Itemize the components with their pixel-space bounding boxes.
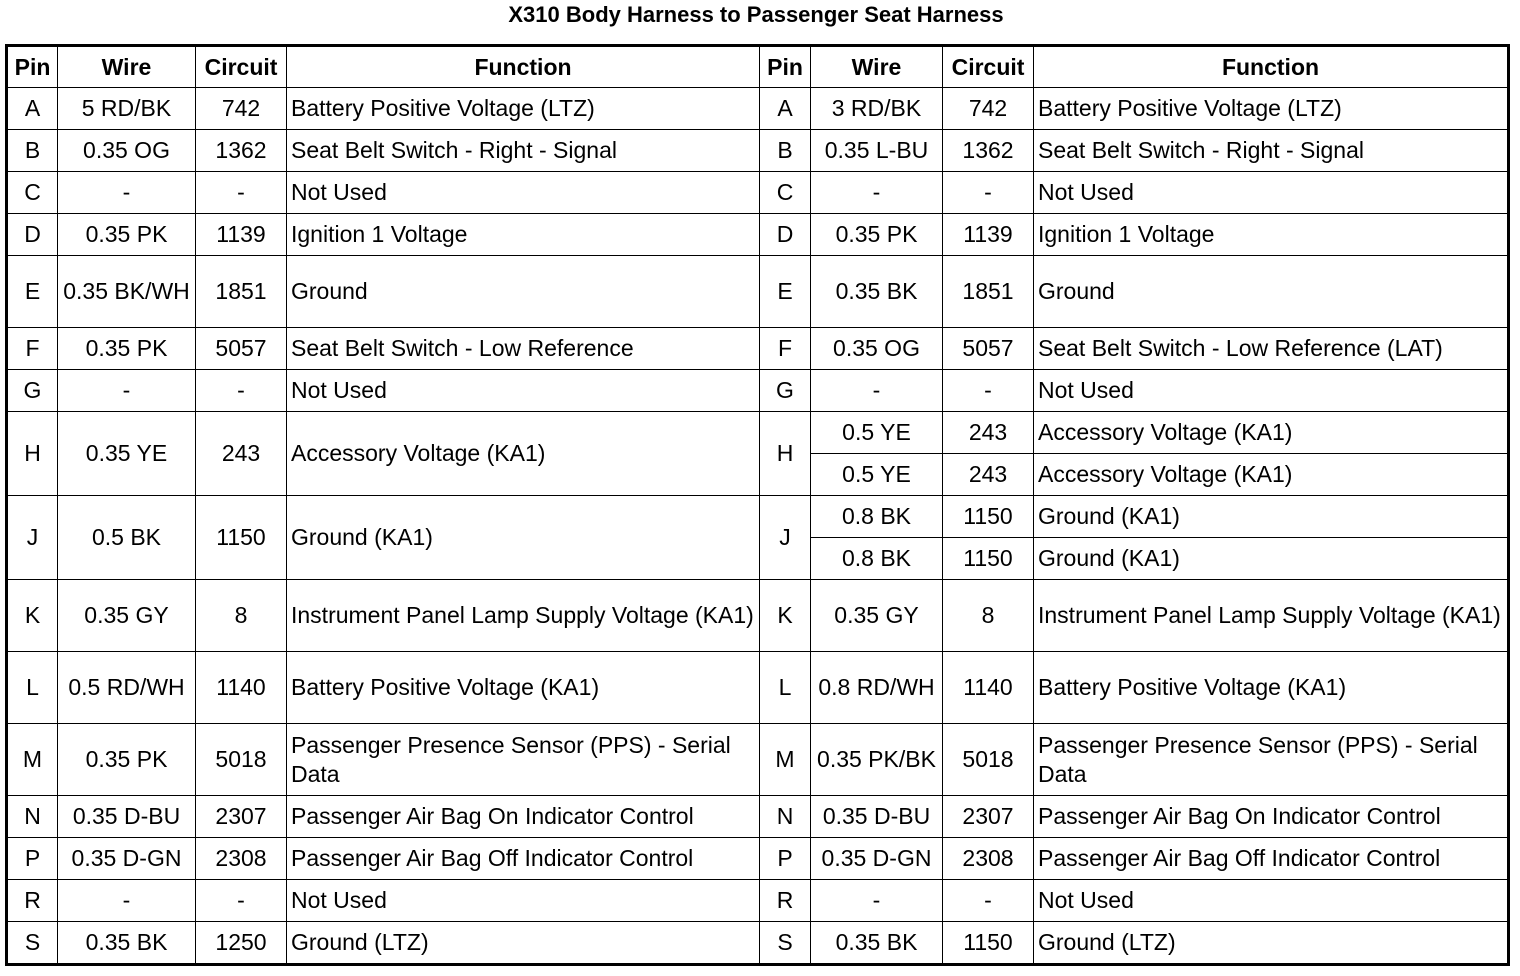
wire-cell: 0.5 YE [811,454,943,496]
function-cell: Passenger Air Bag Off Indicator Control [1034,838,1509,880]
wire-cell: 5 RD/BK [58,88,196,130]
circuit-cell: 5018 [943,724,1034,796]
function-cell: Ground (KA1) [1034,496,1509,538]
pin-cell: S [7,922,58,965]
function-cell: Passenger Air Bag Off Indicator Control [287,838,760,880]
circuit-cell: 1362 [196,130,287,172]
function-cell: Battery Positive Voltage (LTZ) [1034,88,1509,130]
circuit-cell: 1150 [943,538,1034,580]
table-row [7,652,1509,724]
header-wire: Wire [58,46,196,88]
wire-cell: 0.35 BK [811,256,943,328]
table-row [7,796,1509,838]
circuit-cell: 1250 [196,922,287,965]
circuit-cell: 1150 [196,496,287,580]
wire-cell: 0.35 BK [811,922,943,965]
wire-cell: 0.8 RD/WH [811,652,943,724]
pin-cell: N [7,796,58,838]
function-cell: Seat Belt Switch - Low Reference [287,328,760,370]
wire-cell: - [811,880,943,922]
pin-cell: E [760,256,811,328]
wire-cell: - [811,172,943,214]
header-wire: Wire [811,46,943,88]
table-row [7,214,1509,256]
wire-cell: 0.5 YE [811,412,943,454]
function-cell: Passenger Presence Sensor (PPS) - Serial Data [1034,724,1509,796]
wire-cell: 0.8 BK [811,538,943,580]
circuit-cell: 5018 [196,724,287,796]
function-cell: Ground [1034,256,1509,328]
pin-cell: S [760,922,811,965]
circuit-cell: 8 [943,580,1034,652]
pin-cell: K [760,580,811,652]
circuit-cell: - [196,370,287,412]
circuit-cell: 1150 [943,496,1034,538]
pin-cell: K [7,580,58,652]
circuit-cell: 742 [943,88,1034,130]
pin-cell: R [760,880,811,922]
function-cell: Not Used [1034,172,1509,214]
circuit-cell: 243 [943,454,1034,496]
circuit-cell: 2308 [943,838,1034,880]
pin-cell: H [7,412,58,496]
pin-cell: M [760,724,811,796]
wire-cell: - [58,880,196,922]
pin-cell: A [7,88,58,130]
header-circuit: Circuit [943,46,1034,88]
function-cell: Ground (KA1) [287,496,760,580]
function-cell: Seat Belt Switch - Right - Signal [287,130,760,172]
pin-cell: H [760,412,811,496]
wire-cell: 0.35 GY [811,580,943,652]
function-cell: Passenger Air Bag On Indicator Control [287,796,760,838]
function-cell: Accessory Voltage (KA1) [1034,454,1509,496]
pin-cell: L [7,652,58,724]
table-row [7,328,1509,370]
function-cell: Instrument Panel Lamp Supply Voltage (KA1) [1034,580,1509,652]
function-cell: Passenger Air Bag On Indicator Control [1034,796,1509,838]
wire-cell: 0.35 OG [58,130,196,172]
function-cell: Not Used [1034,370,1509,412]
header-function: Function [287,46,760,88]
wire-cell: 0.35 PK [58,724,196,796]
circuit-cell: 1140 [196,652,287,724]
pin-cell: B [760,130,811,172]
wire-cell: 0.35 PK [58,214,196,256]
pin-cell: C [7,172,58,214]
wire-cell: 0.35 BK [58,922,196,965]
circuit-cell: 1140 [943,652,1034,724]
table-row [7,496,1509,538]
pin-cell: D [7,214,58,256]
function-cell: Ground [287,256,760,328]
function-cell: Accessory Voltage (KA1) [287,412,760,496]
circuit-cell: 1139 [943,214,1034,256]
function-cell: Not Used [1034,880,1509,922]
circuit-cell: 2307 [943,796,1034,838]
pin-cell: P [7,838,58,880]
function-cell: Ground (KA1) [1034,538,1509,580]
wire-cell: 0.35 YE [58,412,196,496]
table-row [7,172,1509,214]
wire-cell: 0.5 RD/WH [58,652,196,724]
pin-cell: R [7,880,58,922]
function-cell: Not Used [287,880,760,922]
function-cell: Battery Positive Voltage (KA1) [1034,652,1509,724]
wire-cell: 0.35 D-BU [811,796,943,838]
header-circuit: Circuit [196,46,287,88]
circuit-cell: - [943,370,1034,412]
wire-cell: - [58,172,196,214]
function-cell: Instrument Panel Lamp Supply Voltage (KA1) [287,580,760,652]
function-cell: Accessory Voltage (KA1) [1034,412,1509,454]
pin-cell: L [760,652,811,724]
circuit-cell: - [943,172,1034,214]
wire-cell: 0.5 BK [58,496,196,580]
pin-cell: G [760,370,811,412]
circuit-cell: 5057 [943,328,1034,370]
function-cell: Not Used [287,370,760,412]
pinout-table [5,44,1510,966]
function-cell: Ground (LTZ) [287,922,760,965]
circuit-cell: 1851 [196,256,287,328]
function-cell: Not Used [287,172,760,214]
table-row [7,256,1509,328]
pin-cell: B [7,130,58,172]
pin-cell: P [760,838,811,880]
wire-cell: 0.35 PK [58,328,196,370]
table-row [7,724,1509,796]
header-pin: Pin [760,46,811,88]
function-cell: Ground (LTZ) [1034,922,1509,965]
wire-cell: 0.35 PK/BK [811,724,943,796]
wire-cell: 0.35 BK/WH [58,256,196,328]
circuit-cell: 1362 [943,130,1034,172]
circuit-cell: 243 [943,412,1034,454]
wire-cell: 0.35 OG [811,328,943,370]
wire-cell: 0.35 GY [58,580,196,652]
table-row [7,922,1509,965]
wire-cell: 0.35 D-GN [811,838,943,880]
pin-cell: D [760,214,811,256]
table-row [7,838,1509,880]
function-cell: Ignition 1 Voltage [287,214,760,256]
circuit-cell: 5057 [196,328,287,370]
table-row [7,580,1509,652]
pin-cell: J [760,496,811,580]
pin-cell: M [7,724,58,796]
pin-cell: A [760,88,811,130]
wire-cell: 3 RD/BK [811,88,943,130]
wire-cell: 0.35 D-BU [58,796,196,838]
function-cell: Battery Positive Voltage (KA1) [287,652,760,724]
circuit-cell: 742 [196,88,287,130]
pin-cell: C [760,172,811,214]
circuit-cell: 1851 [943,256,1034,328]
wire-cell: 0.8 BK [811,496,943,538]
circuit-cell: 2307 [196,796,287,838]
pin-cell: F [7,328,58,370]
table-row [7,412,1509,454]
header-pin: Pin [7,46,58,88]
pin-cell: F [760,328,811,370]
circuit-cell: - [196,880,287,922]
function-cell: Battery Positive Voltage (LTZ) [287,88,760,130]
wire-cell: - [811,370,943,412]
circuit-cell: 2308 [196,838,287,880]
header-function: Function [1034,46,1509,88]
pin-cell: N [760,796,811,838]
pin-cell: G [7,370,58,412]
wire-cell: 0.35 L-BU [811,130,943,172]
pin-cell: E [7,256,58,328]
table-row [7,370,1509,412]
function-cell: Ignition 1 Voltage [1034,214,1509,256]
circuit-cell: - [943,880,1034,922]
table-row [7,880,1509,922]
circuit-cell: 1139 [196,214,287,256]
circuit-cell: 1150 [943,922,1034,965]
wire-cell: 0.35 PK [811,214,943,256]
page-title: X310 Body Harness to Passenger Seat Harness [508,2,1004,27]
function-cell: Seat Belt Switch - Right - Signal [1034,130,1509,172]
table-row [7,88,1509,130]
wire-cell: 0.35 D-GN [58,838,196,880]
circuit-cell: - [196,172,287,214]
function-cell: Passenger Presence Sensor (PPS) - Serial Data [287,724,760,796]
circuit-cell: 8 [196,580,287,652]
header-row [7,46,1509,88]
function-cell: Seat Belt Switch - Low Reference (LAT) [1034,328,1509,370]
wire-cell: - [58,370,196,412]
circuit-cell: 243 [196,412,287,496]
pin-cell: J [7,496,58,580]
table-row [7,130,1509,172]
